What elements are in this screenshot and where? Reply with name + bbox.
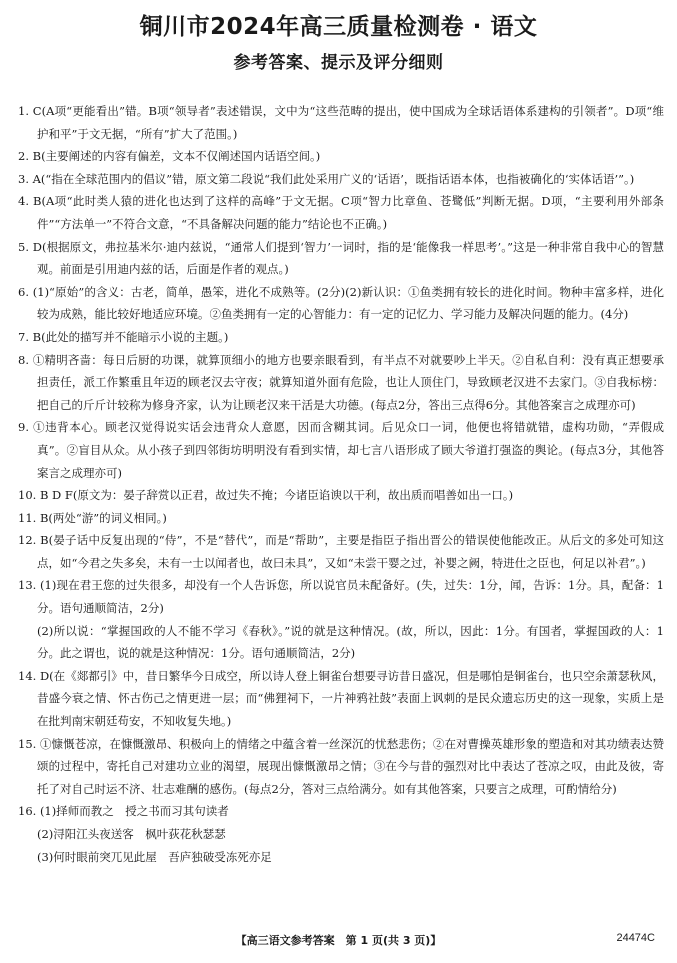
answer-item-12: 12. B(晏子话中反复出现的“侍”，不是“替代”，而是“帮助”，主要是指臣子指出晋公的错误使他能改正。从后文的多处可知这点，如“今君之失多矣，未有一士以闻者也，故曰未具”，又如“未尝干婴之过，补婴之阙，特进仕之臣也，何足以补君”。) bbox=[18, 533, 664, 570]
answer-item-8: 8. ①精明吝啬：每日后厨的功课，就算顶细小的地方也要亲眼看到，有半点不对就要吵上半天。②自私自利：没有真正想要承担责任，派工作繁重且年迈的顾老汉去守夜；就算知道外面有危险，也让人顶住门，导致顾老汉进不去家门。③自我标榜：把自己的斤斤计较称为修身齐家，认为让顾老汉来干活是大功德。(每点2分，答出三点得6分。其他答案言之成理亦可) bbox=[18, 352, 664, 412]
answer-item-5: 5. D(根据原文，弗拉基米尔·迪内兹说，“通常人们提到‘智力’一词时，指的是‘能像我一样思考’。”这是一种非常自我中心的智慧观。前面是引用迪内兹的话，后面是作者的观点。) bbox=[18, 239, 664, 277]
answer-item-16-part2: (2)浔阳江头夜送客 枫叶荻花秋瑟瑟 bbox=[37, 827, 226, 841]
answer-item-4: 4. B(A项“此时类人猿的进化也达到了这样的高峰”于文无据。C项“智力比章鱼、苍鹭低”判断无据。D项，“主要利用外部条件”“方法单一”不符合文意，“不具备解决问题的能力”结论也不正确。) bbox=[18, 194, 664, 231]
answer-item-7: 7. B(此处的描写并不能暗示小说的主题。) bbox=[18, 329, 229, 344]
answer-item-13-part1: 13. (1)现在君王您的过失很多，却没有一个人告诉您，所以说官员未配备好。(失，过失：1分，闻，告诉：1分。具，配备：1分。语句通顺简洁，2分) bbox=[18, 578, 664, 616]
answer-item-9: 9. ①违背本心。顾老汉觉得说实话会违背众人意愿，因而含糊其词。后见众口一词，他便也将错就错，虚构功勋，“弄假成真”。②盲目从众。从小孩子到四邻街坊明明没有看到实情，却七言八语形成了顾大爷道打强盗的舆论。(每点3分，其他答案言之成理亦可) bbox=[18, 420, 664, 480]
answer-item-2: 2. B(主要阐述的内容有偏差，文本不仅阐述国内话语空间。) bbox=[18, 149, 321, 164]
answer-item-15: 15. ①慷慨苍凉，在慷慨激昂、积极向上的情绪之中蕴含着一丝深沉的忧愁悲伤；②在对曹操英雄形象的塑造和对其功绩表达赞颂的过程中，寄托自己对建功立业的渴望，展现出慷慨激昂之情；③在今与昔的强烈对比中表达了苍凉之叹，由此及彼，寄托了对自己时运不济、壮志难酬的感伤。(每点2分，答对三点给满分。如有其他答案，只要言之成理，可酌情给分) bbox=[18, 736, 664, 796]
answer-item-11: 11. B(两处“游”的词义相同。) bbox=[18, 510, 167, 525]
answer-item-16-part3: (3)何时眼前突兀见此屋 吾庐独破受冻死亦足 bbox=[37, 849, 272, 864]
answer-item-13-part2: (2)所以说：“掌握国政的人不能不学习《春秋》。”说的就是这种情况。(故，所以，因此：1分。有国者，掌握国政的人：1分。此之谓也，说的就是这种情况：1分。语句通顺简洁，2分) bbox=[37, 623, 664, 661]
answer-item-6: 6. (1)“原始”的含义：古老，简单，愚笨，进化不成熟等。(2分)(2)新认识：①鱼类拥有较长的进化时间。物种丰富多样，进化较为成熟，能比较好地适应环境。②鱼类拥有一定的心智能力：有一定的记忆力、学习能力及解决问题的能力。(4分) bbox=[18, 284, 664, 322]
page-number-label: 【高三语文参考答案 第 1 页(共 3 页)】 bbox=[235, 934, 442, 947]
page-subtitle: 参考答案、提示及评分细则 bbox=[233, 53, 444, 73]
page-footer bbox=[0, 932, 677, 950]
answer-item-10: 10. B D F(原文为：晏子辞赏以正君，故过失不掩；今诸臣谄谀以干利，故出质而唱善如出一口。) bbox=[18, 488, 514, 503]
page-title: 铜川市2024年高三质量检测卷 · 语文 bbox=[139, 14, 538, 40]
answer-item-1: 1. C(A项“更能看出”错。B项“领导者”表述错误，文中为“这些范畴的提出，使中国成为全球话语体系建构的引领者”。D项“维护和平”于文无据，“所有”扩大了范围。) bbox=[18, 104, 664, 141]
document-code: 24474C bbox=[616, 932, 655, 944]
answer-item-3: 3. A(“指在全球范围内的倡议”错，原文第二段说“我们此处采用广义的‘话语’，既指话语本体，也指被确化的‘实体话语’”。) bbox=[18, 171, 635, 186]
answer-item-16-part1: 16. (1)择师而教之 授之书而习其句读者 bbox=[18, 804, 229, 819]
answer-list bbox=[18, 100, 664, 868]
answer-item-14: 14. D(在《郯都引》中，昔日繁华今日成空，所以诗人登上铜雀台想要寻访昔日盛况，但是哪怕是铜雀台，也只空余萧瑟秋风，昔盛今衰之情、怀古伤己之情更进一层；而“佛狸祠下，一片神鸦社鼓”表面上讽刺的是民众遗忘历史的这一现象，实质上是在批判南宋朝廷苟安，不知收复失地。) bbox=[18, 668, 664, 729]
